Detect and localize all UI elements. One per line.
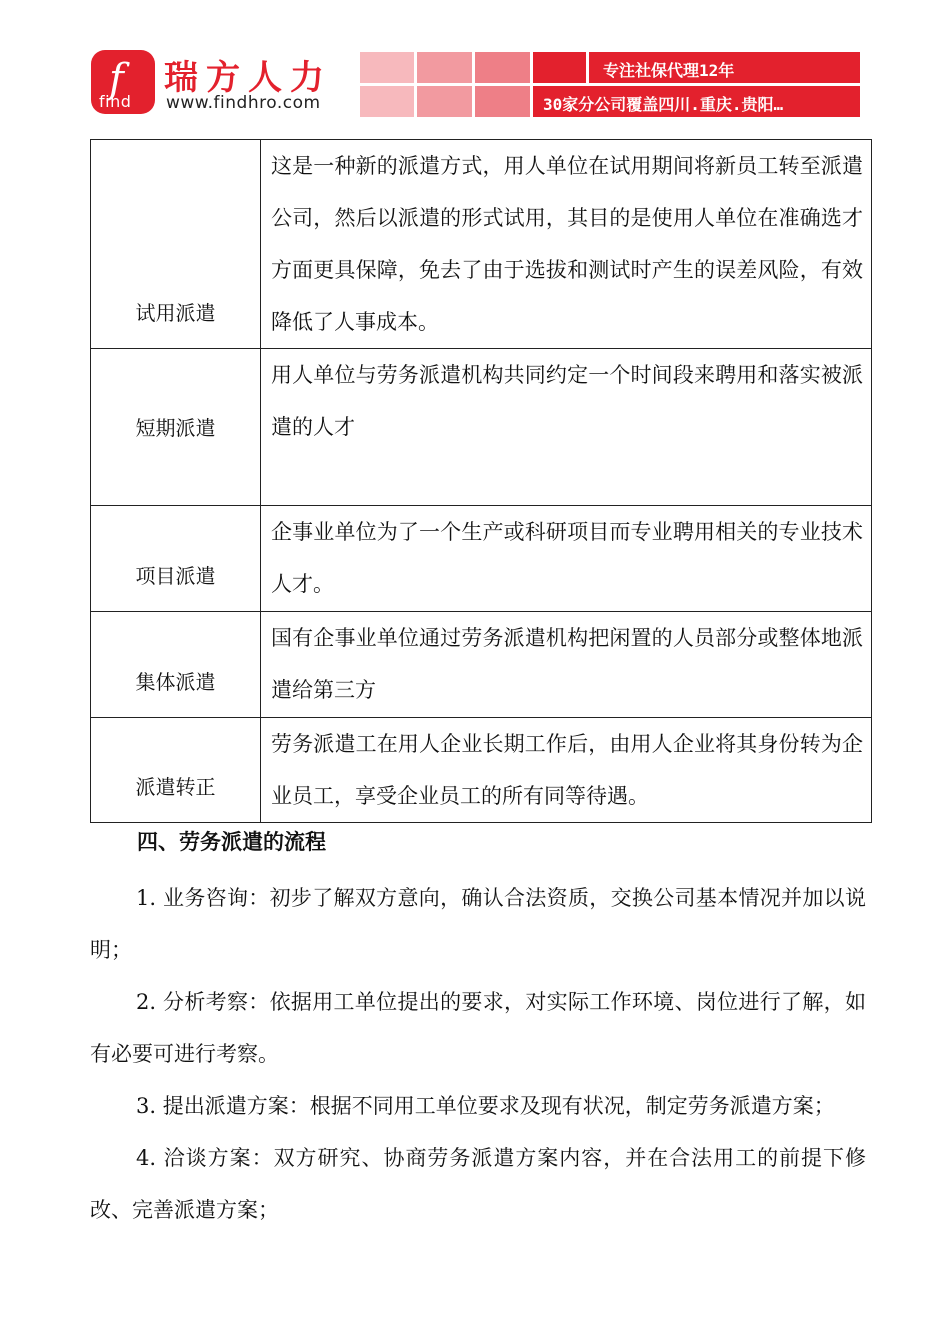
dispatch-type: 集体派遣 (91, 612, 261, 718)
process-step: 1. 业务咨询：初步了解双方意向，确认合法资质，交换公司基本情况并加以说明； (90, 886, 866, 962)
banner-tile (360, 52, 414, 83)
logo-f-glyph: f (109, 56, 124, 102)
process-step: 4. 洽谈方案：双方研究、协商劳务派遣方案内容，并在合法用工的前提下修改、完善派遣方案； (90, 1146, 866, 1222)
dispatch-description: 国有企事业单位通过劳务派遣机构把闲置的人员部分或整体地派遣给第三方 (261, 612, 872, 718)
slogan-line-1: 专注社保代理12年 (603, 61, 735, 80)
slogan-bar-top (589, 52, 860, 83)
banner-tile (475, 52, 530, 83)
company-logo (91, 50, 155, 114)
banner-tile (417, 52, 472, 83)
process-step: 2. 分析考察：依据用工单位提出的要求，对实际工作环境、岗位进行了解，如有必要可进行考察。 (90, 990, 866, 1066)
section-heading: 四、劳务派遣的流程 (137, 830, 326, 854)
dispatch-type: 短期派遣 (91, 349, 261, 506)
table-row (91, 506, 872, 612)
dispatch-description: 劳务派遣工在用人企业长期工作后，由用人企业将其身份转为企业员工，享受企业员工的所有同等待遇。 (261, 718, 872, 823)
table-row (91, 140, 872, 349)
dispatch-description: 用人单位与劳务派遣机构共同约定一个时间段来聘用和落实被派遣的人才 (261, 349, 872, 506)
dispatch-type: 派遣转正 (91, 718, 261, 823)
header-banner (360, 52, 860, 118)
banner-tile (475, 86, 530, 117)
table-row (91, 349, 872, 506)
banner-tile (533, 52, 586, 83)
dispatch-description: 这是一种新的派遣方式，用人单位在试用期间将新员工转至派遣公司，然后以派遣的形式试用，其目的是使用人单位在准确选才方面更具保障，免去了由于选拔和测试时产生的误差风险，有效降低了人事成本。 (261, 140, 872, 349)
dispatch-type: 项目派遣 (91, 506, 261, 612)
dispatch-type: 试用派遣 (91, 140, 261, 349)
banner-tile (360, 86, 414, 117)
brand-name: 瑞方人力 (164, 58, 332, 98)
brand-url: www.findhro.com (166, 93, 321, 113)
banner-tile (417, 86, 472, 117)
process-step: 3. 提出派遣方案：根据不同用工单位要求及现有状况，制定劳务派遣方案； (136, 1094, 835, 1118)
dispatch-types-table (90, 139, 872, 823)
slogan-line-2: 30家分公司覆盖四川.重庆.贵阳… (543, 95, 784, 114)
table-row (91, 612, 872, 718)
logo-text: find (99, 92, 132, 111)
slogan-bar-bottom (533, 86, 860, 117)
table-row (91, 718, 872, 823)
dispatch-description: 企事业单位为了一个生产或科研项目而专业聘用相关的专业技术人才。 (261, 506, 872, 612)
